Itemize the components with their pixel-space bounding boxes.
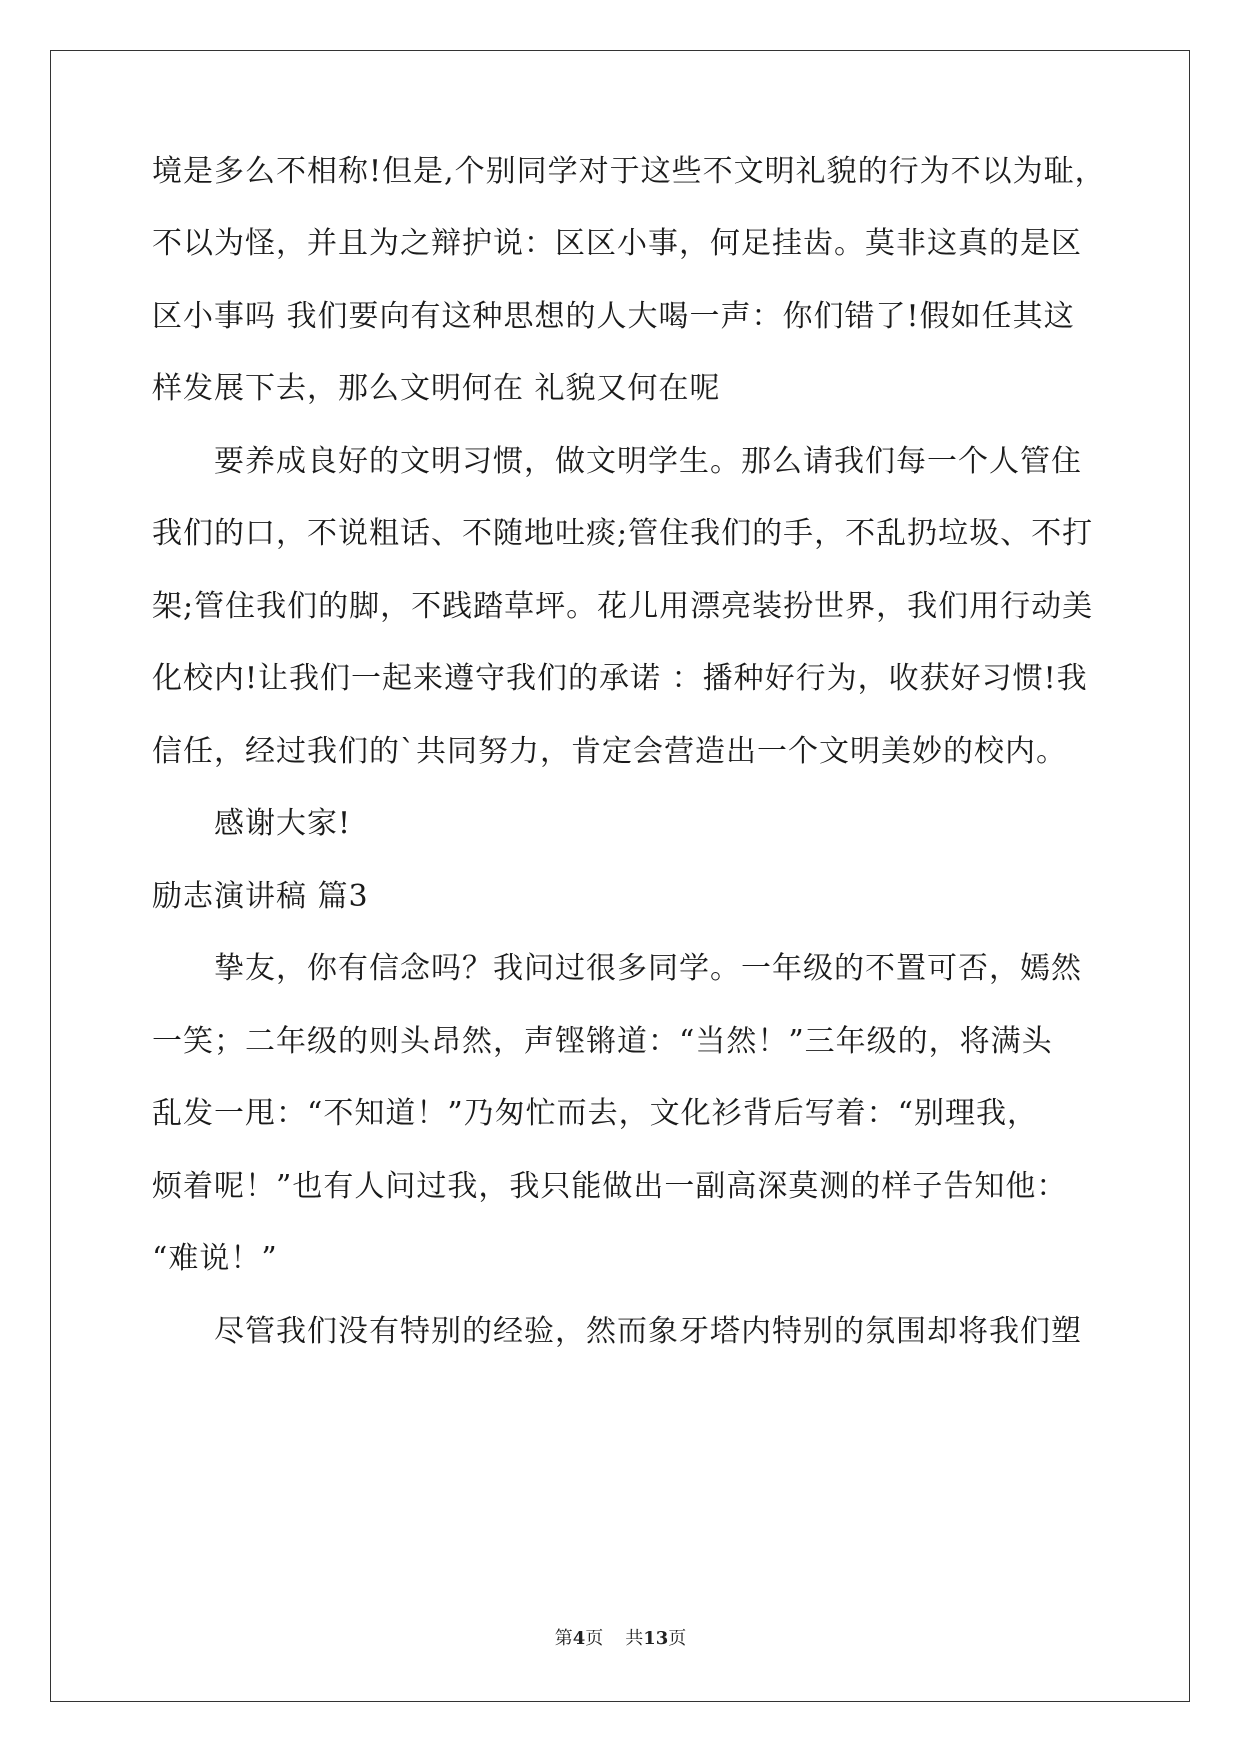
body-line-14: 乱发一甩：“不知道！”乃匆忙而去，文化衫背后写着：“别理我，	[152, 1096, 1039, 1131]
body-line-7: 架;管住我们的脚，不践踏草坪。花儿用漂亮装扮世界，我们用行动美	[152, 589, 1094, 624]
total-page-count: 13	[643, 1628, 669, 1649]
total-suffix: 页	[668, 1628, 687, 1649]
body-line-16: “难说！”	[152, 1241, 278, 1276]
current-page-number: 4	[572, 1628, 586, 1649]
body-line-13: 一笑；二年级的则头昂然，声铿锵道：“当然！”三年级的，将满头	[152, 1024, 1053, 1059]
body-line-8: 化校内!让我们一起来遵守我们的承诺 ：播种好行为，收获好习惯!我	[152, 661, 1088, 696]
paragraph-start-line-17: 尽管我们没有特别的经验，然而象牙塔内特别的氛围却将我们塑	[214, 1314, 1082, 1349]
body-line-15: 烦着呢！”也有人问过我，我只能做出一副高深莫测的样子告知他：	[152, 1169, 1068, 1204]
page-suffix: 页	[585, 1628, 604, 1649]
section-heading: 励志演讲稿 篇3	[152, 879, 369, 914]
body-line-6: 我们的口，不说粗话、不随地吐痰;管住我们的手，不乱扔垃圾、不打	[152, 516, 1094, 551]
body-line-4: 样发展下去，那么文明何在 礼貌又何在呢	[152, 371, 721, 406]
body-line-2: 不以为怪，并且为之辩护说：区区小事，何足挂齿。莫非这真的是区	[152, 226, 1082, 261]
body-line-1: 境是多么不相称!但是,个别同学对于这些不文明礼貌的行为不以为耻，	[152, 154, 1106, 189]
paragraph-start-line-5: 要养成良好的文明习惯，做文明学生。那么请我们每一个人管住	[214, 444, 1082, 479]
body-line-3: 区小事吗 我们要向有这种思想的人大喝一声：你们错了!假如任其这	[152, 299, 1075, 334]
paragraph-start-line-12: 挚友，你有信念吗？我问过很多同学。一年级的不置可否，嫣然	[214, 951, 1082, 986]
total-prefix: 共	[625, 1628, 644, 1649]
page-footer	[0, 1627, 1241, 1651]
thanks-line: 感谢大家!	[214, 806, 352, 841]
body-line-9: 信任，经过我们的`共同努力，肯定会营造出一个文明美妙的校内。	[152, 734, 1067, 769]
page-prefix: 第	[554, 1628, 573, 1649]
